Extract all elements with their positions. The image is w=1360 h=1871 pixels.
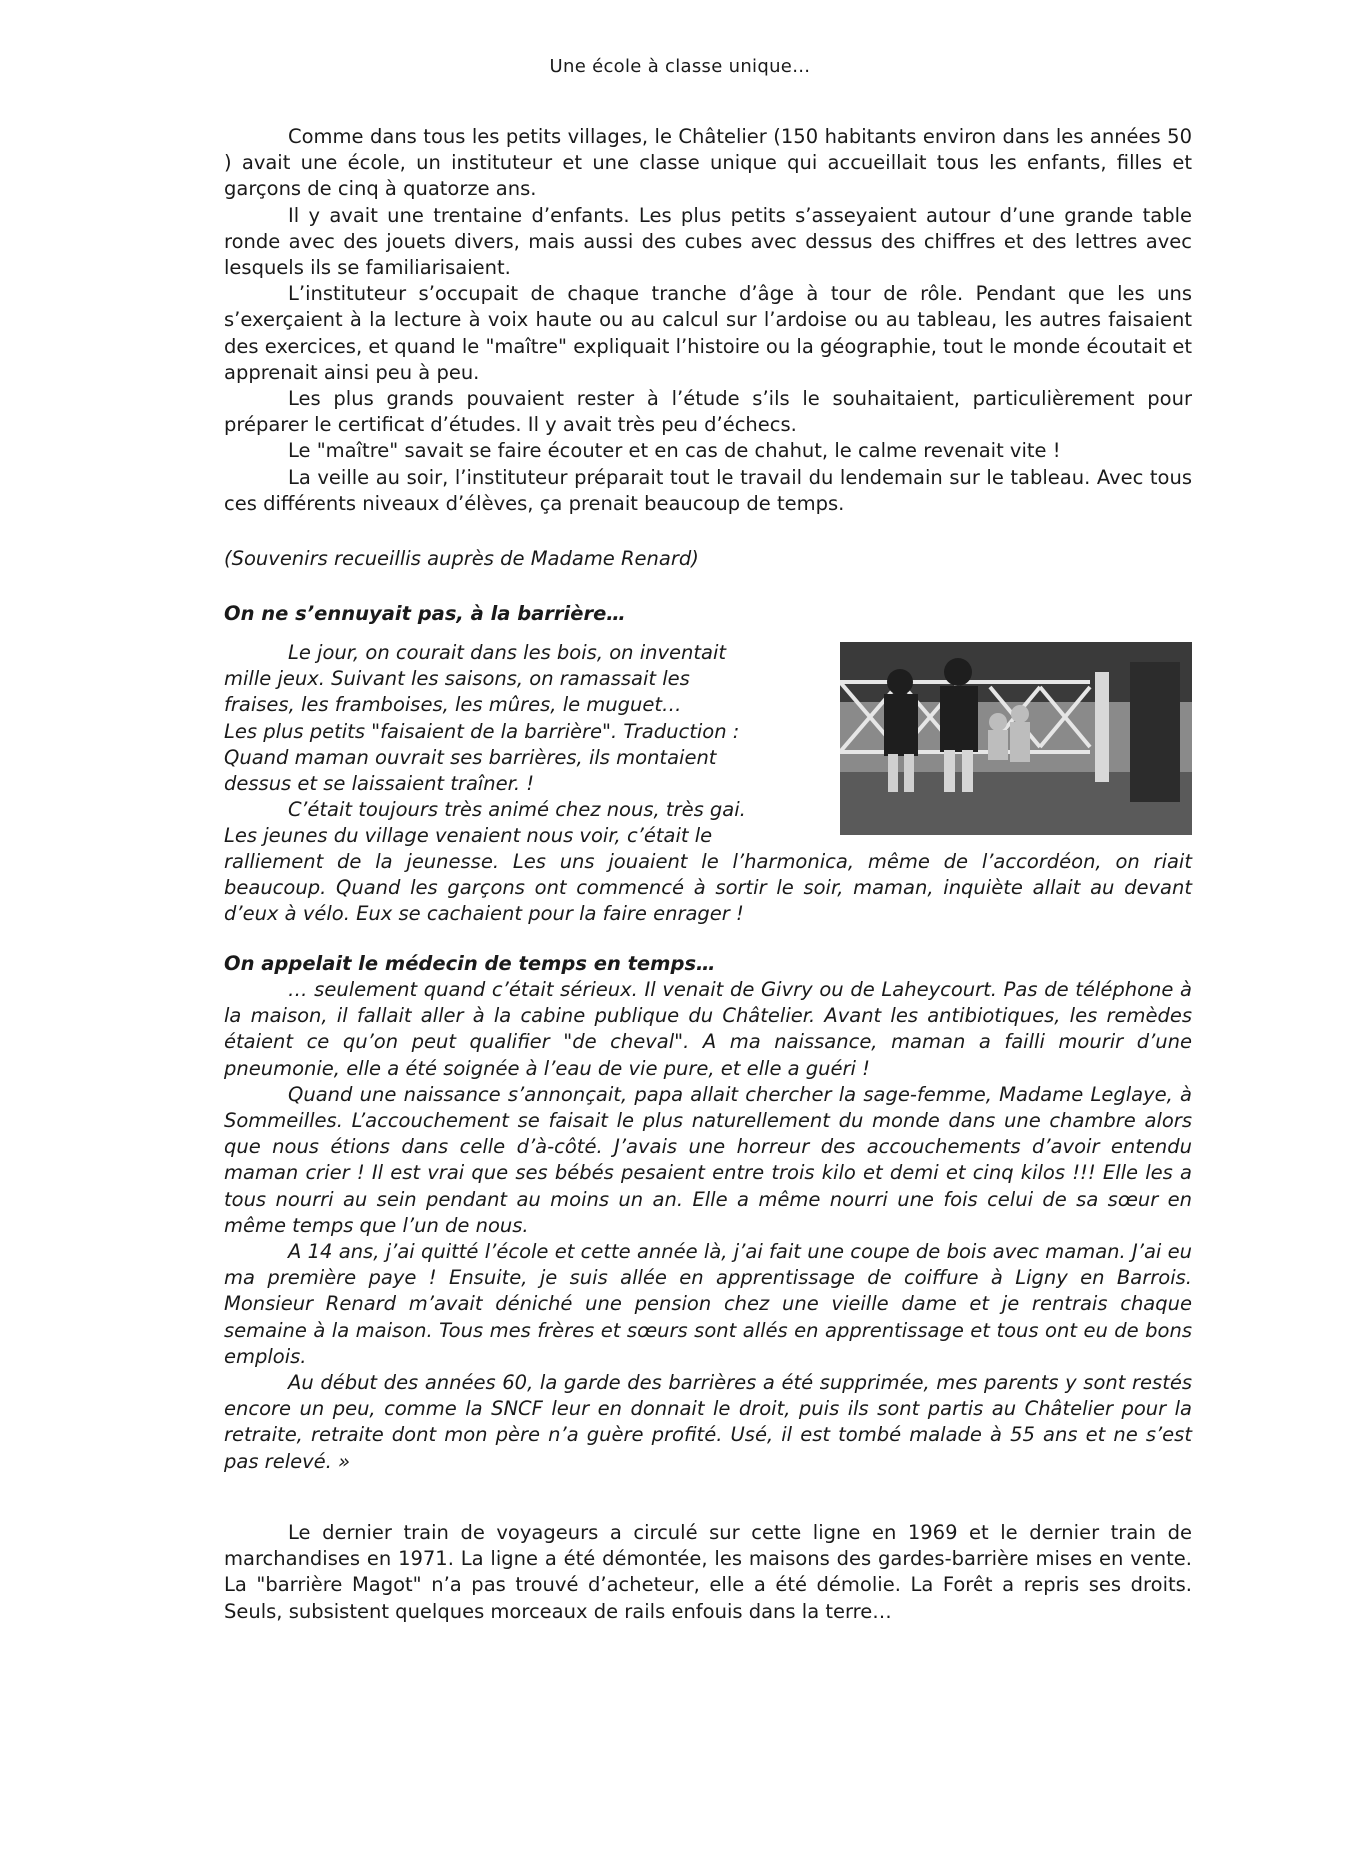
- school-section: [224, 124, 1192, 517]
- text-line: Les jeunes du village venaient nous voir, c’était le: [224, 824, 713, 848]
- paragraph: Comme dans tous les petits villages, le Châtelier (150 habitants environ dans les années 50 ) avait une école, un instituteur et une classe unique qui accueillait tous les enfants, filles et garçons de cinq à quatorze ans.: [224, 125, 1192, 201]
- text-line: Le jour, on courait dans les bois, on inventait: [288, 641, 727, 664]
- barriere-continuation: [224, 849, 1192, 928]
- text-line: C’était toujours très animé chez nous, très gai.: [288, 798, 746, 822]
- source-note: (Souvenirs recueillis auprès de Madame Renard): [224, 547, 699, 570]
- paragraph: Le "maître" savait se faire écouter et en cas de chahut, le calme revenait vite !: [288, 439, 1061, 463]
- medecin-section: [224, 977, 1192, 1475]
- barriere-text-beside-photo: [224, 640, 804, 850]
- ending-section: [224, 1520, 1192, 1625]
- paragraph: Le dernier train de voyageurs a circulé sur cette ligne en 1969 et le dernier train de marchandises en 1971. La ligne a été démontée, les maisons des gardes-barrière mises en vente. La "barrière Magot" n’a pas trouvé d’acheteur, elle a été démolie. La Forêt a repris ses droits. Seuls, subsistent quelques morceaux de rails enfouis dans la terre…: [224, 1521, 1192, 1623]
- paragraph: Quand une naissance s’annonçait, papa allait chercher la sage-femme, Madame Leglaye, à Sommeilles. L’accouchement se faisait le plus naturellement du monde dans une chambre alors que nous étions dans celle d’à-côté. J’avais une horreur des accouchements d’avoir entendu maman crier ! Il est vrai que ses bébés pesaient entre trois kilo et demi et cinq kilos !!! Elle les a tous nourri au sein pendant au moins un an. Elle a même nourri une fois celui de sa sœur en même temps que l’un de nous.: [224, 1082, 1192, 1237]
- paragraph: ralliement de la jeunesse. Les uns jouaient le l’harmonica, même de l’accordéon, on riait beaucoup. Quand les garçons ont commencé à sortir le soir, maman, inquiète allait au devant d’eux à vélo. Eux se cachaient pour la faire enrager !: [224, 850, 1192, 926]
- text-line: dessus et se laissaient traîner. !: [224, 772, 535, 796]
- paragraph: Au début des années 60, la garde des barrières a été supprimée, mes parents y sont restés encore un peu, comme la SNCF leur en donnait le droit, puis ils sont partis au Châtelier pour la retraite, retraite dont mon père n’a guère profité. Usé, il est tombé malade à 55 ans et ne s’est pas relevé. »: [224, 1371, 1192, 1473]
- text-line: Quand maman ouvrait ses barrières, ils montaient: [224, 745, 717, 769]
- paragraph: La veille au soir, l’instituteur préparait tout le travail du lendemain sur le tableau. Avec tous ces différents niveaux d’élèves, ça prenait beaucoup de temps.: [224, 465, 1192, 515]
- text-line: fraises, les framboises, les mûres, le muguet…: [224, 693, 682, 717]
- section-heading-barriere: On ne s’ennuyait pas, à la barrière…: [224, 602, 626, 625]
- section-heading-medecin: On appelait le médecin de temps en temps…: [224, 952, 716, 975]
- paragraph: Les plus grands pouvaient rester à l’étude s’ils le souhaitaient, particulièrement pour préparer le certificat d’études. Il y avait très peu d’échecs.: [224, 387, 1192, 437]
- children-at-barrier-photo: [840, 642, 1192, 835]
- text-line: Les plus petits "faisaient de la barrière". Traduction :: [224, 719, 740, 743]
- page-title: Une école à classe unique…: [549, 56, 811, 77]
- paragraph: L’instituteur s’occupait de chaque tranche d’âge à tour de rôle. Pendant que les uns s’exerçaient à la lecture à voix haute ou au calcul sur l’ardoise ou au tableau, les autres faisaient des exercices, et quand le "maître" expliquait l’histoire ou la géographie, tout le monde écoutait et apprenait ainsi peu à peu.: [224, 282, 1192, 384]
- paragraph: Il y avait une trentaine d’enfants. Les plus petits s’asseyaient autour d’une grande table ronde avec des jouets divers, mais aussi des cubes avec dessus des chiffres et des lettres avec lesquels ils se familiarisaient.: [224, 203, 1192, 280]
- text-line: mille jeux. Suivant les saisons, on ramassait les: [224, 667, 690, 691]
- paragraph: A 14 ans, j’ai quitté l’école et cette année là, j’ai fait une coupe de bois avec maman. J’ai eu ma première paye ! Ensuite, je suis allée en apprentissage de coiffure à Ligny en Barrois. Monsieur Renard m’avait déniché une pension chez une vieille dame et je rentrais chaque semaine à la maison. Tous mes frères et sœurs sont allés en apprentissage et tous ont eu de bons emplois.: [224, 1240, 1192, 1368]
- paragraph: … seulement quand c’était sérieux. Il venait de Givry ou de Laheycourt. Pas de téléphone à la maison, il fallait aller à la cabine publique du Châtelier. Avant les antibiotiques, les remèdes étaient ce qu’on peut qualifier "de cheval". A ma naissance, maman a failli mourir d’une pneumonie, elle a été soignée à l’eau de vie pure, et elle a guéri !: [224, 978, 1192, 1080]
